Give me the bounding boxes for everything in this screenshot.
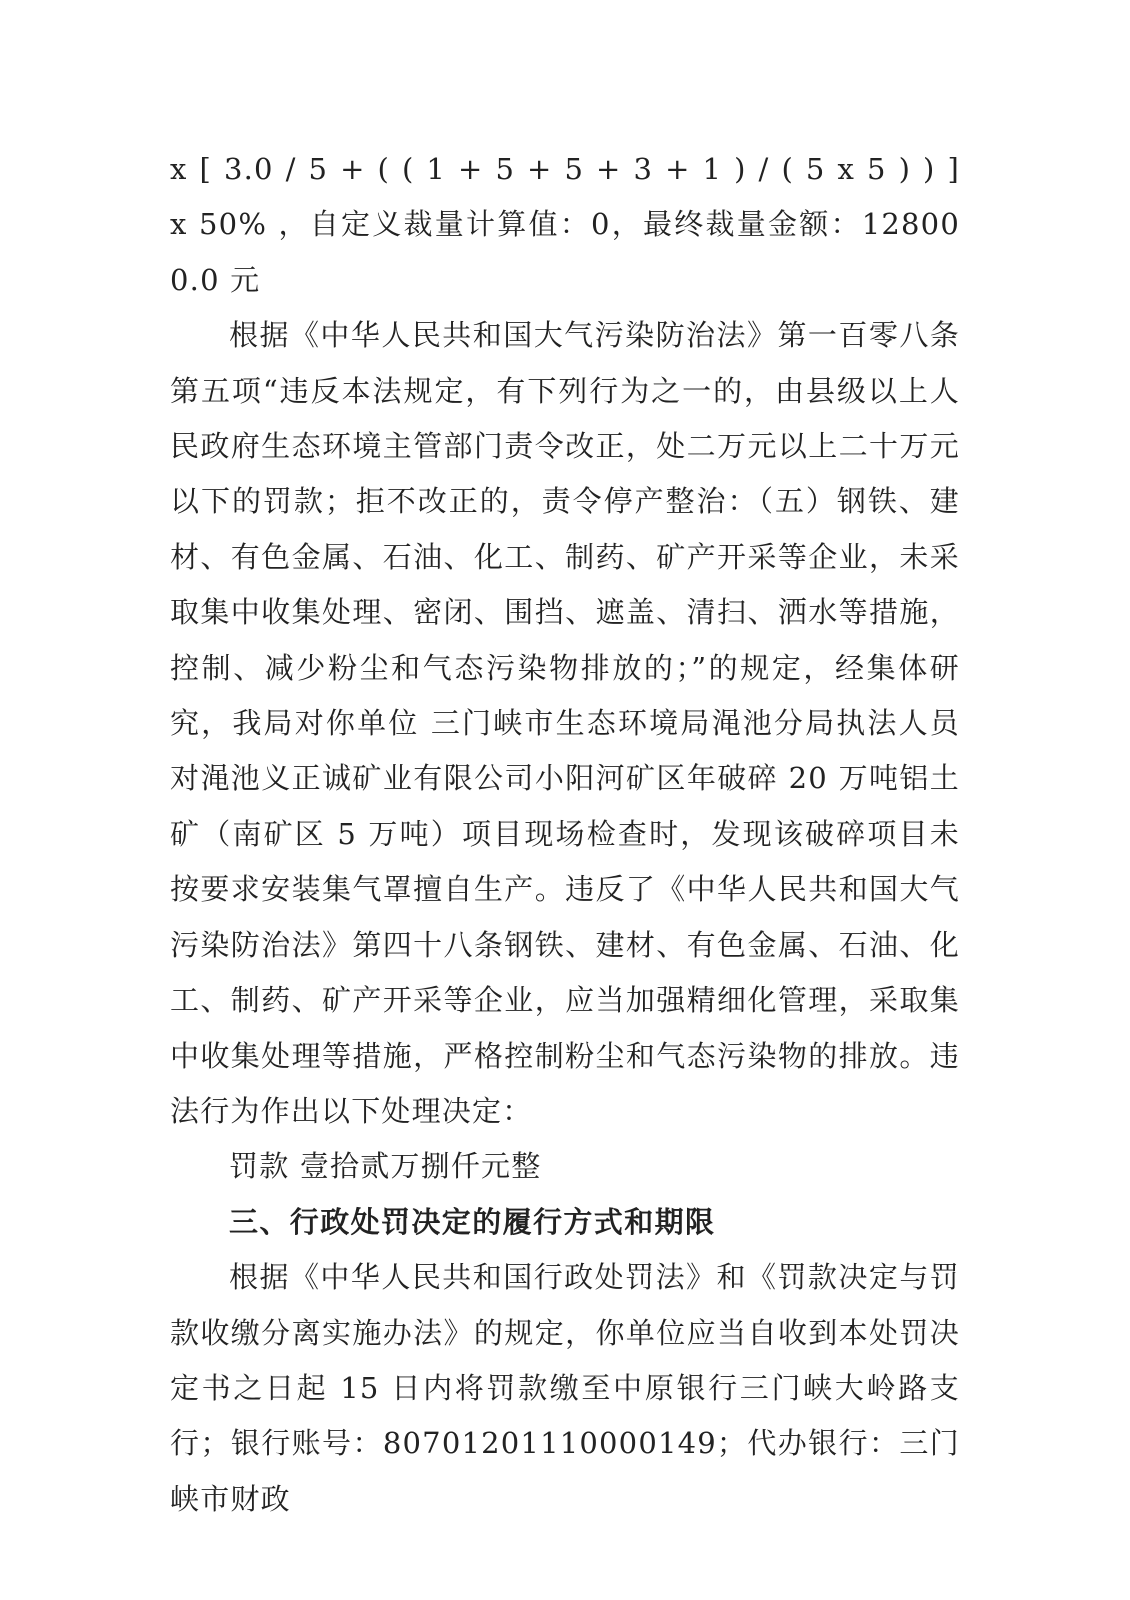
legal-basis-paragraph: 根据《中华人民共和国大气污染防治法》第一百零八条第五项“违反本法规定，有下列行为之一的，由县级以上人民政府生态环境主管部门责令改正，处二万元以上二十万元以下的罚款；拒不改正的，责令停产整治：（五）钢铁、建材、有色金属、石油、化工、制药、矿产开采等企业，未采取集中收集处理、密闭、围挡、遮盖、清扫、洒水等措施，控制、减少粉尘和气态污染物排放的；”的规定，经集体研究，我局对你单位 三门峡市生态环境局渑池分局执法人员对渑池义正诚矿业有限公司小阳河矿区年破碎 20 万吨铝土矿（南矿区 5 万吨）项目现场检查时，发现该破碎项目未按要求安装集气罩擅自生产。违反了《中华人民共和国大气污染防治法》第四十八条钢铁、建材、有色金属、石油、化工、制药、矿产开采等企业，应当加强精细化管理，采取集中收集处理等措施，严格控制粉尘和气态污染物的排放。违法行为作出以下处理决定： xyxy=(170,318,960,1128)
payment-paragraph: 根据《中华人民共和国行政处罚法》和《罚款决定与罚款收缴分离实施办法》的规定，你单位应当自收到本处罚决定书之日起 15 日内将罚款缴至中原银行三门峡大岭路支行；银行账号：80701201110000149；代办银行：三门峡市财政 xyxy=(170,1260,960,1516)
fine-decision-paragraph: 罚款 壹拾贰万捌仟元整 xyxy=(229,1149,542,1184)
section-heading-performance: 三、行政处罚决定的履行方式和期限 xyxy=(229,1204,716,1239)
document-body xyxy=(170,142,991,1527)
calculation-paragraph: x [ 3.0 / 5 + ( ( 1 + 5 + 5 + 3 + 1 ) / ( 5 x 5 ) ) ] x 50% ，自定义裁量计算值：0，最终裁量金额：128000.0 元 xyxy=(170,152,991,297)
